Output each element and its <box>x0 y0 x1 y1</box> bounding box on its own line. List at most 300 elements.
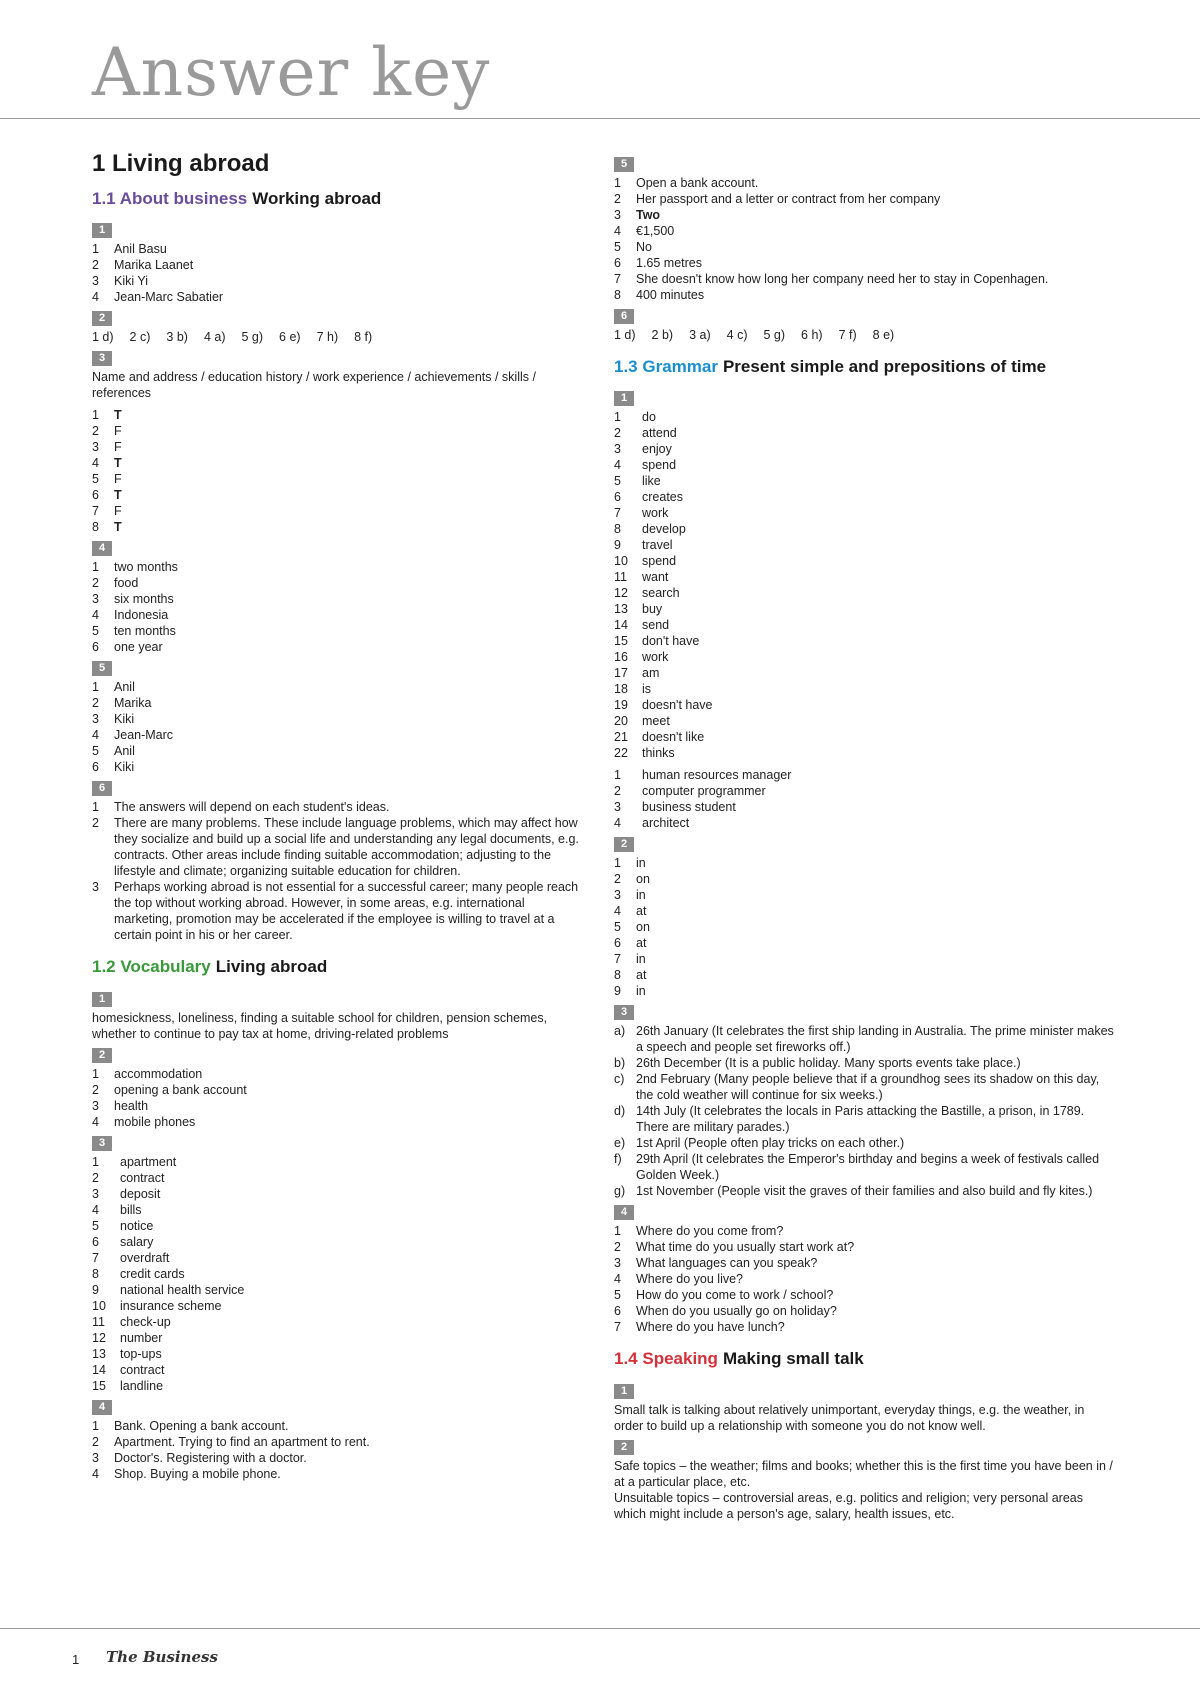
item-number: 2 <box>92 576 99 591</box>
list-item <box>614 569 1114 585</box>
item-text: overdraft <box>120 1250 170 1265</box>
item-text: Two <box>636 208 661 222</box>
item-text: spend <box>642 554 677 569</box>
section-topic: Working abroad <box>252 188 382 208</box>
answer-text: homesickness, loneliness, finding a suitable school for children, pension schemes, whether to continue to pay tax at home, driving-related problems <box>92 1010 548 1041</box>
list-item <box>92 1082 582 1098</box>
section-topic: Making small talk <box>722 1349 864 1369</box>
item-number: 5 <box>92 744 99 759</box>
item-text: work <box>642 506 669 521</box>
item-text: bills <box>120 1202 142 1217</box>
item-text: Kiki Yi <box>114 274 149 289</box>
item-text: Anil Basu <box>114 242 167 257</box>
list-item <box>614 1271 1114 1287</box>
list-item <box>92 1170 582 1186</box>
item-number: 15 <box>92 1378 106 1393</box>
item-text: health <box>114 1098 149 1113</box>
list-item <box>92 1266 582 1282</box>
list-item <box>92 575 582 591</box>
section-category: 1.4 Speaking <box>614 1349 718 1369</box>
list-item <box>92 711 582 727</box>
list-item <box>92 1218 582 1234</box>
item-text: €1,500 <box>636 224 675 238</box>
item-text: Anil <box>114 680 135 695</box>
answer-pairs <box>92 329 582 345</box>
item-number: 4 <box>614 1272 621 1287</box>
item-text: check-up <box>120 1314 171 1329</box>
list-item <box>614 713 1114 729</box>
list-item <box>92 1418 582 1434</box>
list-item <box>92 241 582 257</box>
item-number: 2 <box>92 696 99 711</box>
list-item <box>92 559 582 575</box>
item-text: attend <box>642 426 677 441</box>
item-text: 26th January (It celebrates the first ship landing in Australia. The prime minister makes a speech and people set fireworks off.) <box>636 1024 1114 1055</box>
answer-list <box>614 767 1114 831</box>
unit-title: 1 Living abroad <box>92 150 270 177</box>
list-item <box>614 223 1114 239</box>
item-number: 4 <box>614 904 621 919</box>
item-text: doesn't have <box>642 698 713 713</box>
answer-list <box>614 855 1114 999</box>
answer-list <box>92 559 582 655</box>
item-text: Kiki <box>114 760 135 775</box>
list-item <box>614 1239 1114 1255</box>
item-number: 4 <box>614 224 621 238</box>
item-number: 2 <box>92 424 99 439</box>
item-number: 6 <box>614 490 621 505</box>
list-item <box>614 919 1114 935</box>
item-text: 2nd February (Many people believe that if a groundhog sees its shadow on this day, the cold weather will continue for six weeks.) <box>636 1072 1100 1103</box>
item-number: 7 <box>92 1250 99 1265</box>
item-number: 5 <box>614 240 621 254</box>
item-text: Where do you come from? <box>636 1224 784 1239</box>
section-1-4-title <box>614 1349 1114 1369</box>
item-number: 3 <box>92 1186 99 1201</box>
answer-pair: 3 b) <box>166 330 188 345</box>
list-item <box>614 255 1114 271</box>
list-item <box>614 1103 1114 1135</box>
exercise-number: 3 <box>614 1005 634 1020</box>
answer-pair: 4 a) <box>203 330 226 345</box>
item-text: Marika <box>114 696 152 711</box>
list-item <box>614 585 1114 601</box>
item-number: 9 <box>614 984 621 999</box>
list-item <box>614 729 1114 745</box>
exercise-number: 4 <box>92 541 112 556</box>
publisher-logo: The Business <box>106 1648 218 1666</box>
list-item <box>614 1135 1114 1151</box>
list-item <box>92 273 582 289</box>
answer-pair: 7 f) <box>838 328 857 342</box>
item-number: 8 <box>614 968 621 983</box>
item-number: 10 <box>614 554 628 569</box>
item-number: 6 <box>614 936 621 951</box>
item-text: don't have <box>642 634 700 649</box>
list-item <box>92 591 582 607</box>
item-text: F <box>114 424 122 439</box>
item-number: 2 <box>92 1082 99 1097</box>
exercise-number: 6 <box>92 781 112 796</box>
list-item <box>92 1466 582 1482</box>
list-item <box>92 1114 582 1130</box>
item-text: contract <box>120 1362 165 1377</box>
answer-pair: 3 a) <box>689 328 711 342</box>
item-number: 1 <box>92 680 99 695</box>
item-text: 1st April (People often play tricks on each other.) <box>636 1136 905 1151</box>
exercise-number: 6 <box>614 309 634 324</box>
item-text: T <box>114 408 122 423</box>
item-number: 1 <box>614 768 621 783</box>
item-text: human resources manager <box>642 768 792 783</box>
list-item <box>92 471 582 487</box>
list-item <box>92 503 582 519</box>
list-item <box>92 743 582 759</box>
item-text: doesn't like <box>642 730 705 745</box>
item-number: 1 <box>614 410 621 425</box>
item-text: accommodation <box>114 1066 203 1081</box>
list-item <box>92 695 582 711</box>
exercise-number: 3 <box>92 351 112 366</box>
item-number: 6 <box>92 640 99 655</box>
list-item <box>92 679 582 695</box>
item-number: 1 <box>92 408 99 423</box>
section-category: 1.2 Vocabulary <box>92 957 211 977</box>
item-number: 7 <box>614 1320 621 1335</box>
item-text: apartment <box>120 1154 177 1169</box>
item-number: b) <box>614 1056 626 1071</box>
header-rule <box>0 118 1200 119</box>
item-number: 3 <box>92 592 99 607</box>
item-text: at <box>636 968 647 983</box>
list-item <box>614 537 1114 553</box>
item-number: a) <box>614 1024 626 1039</box>
item-number: 2 <box>92 1434 99 1449</box>
item-number: c) <box>614 1072 625 1087</box>
item-text: 14th July (It celebrates the locals in Paris attacking the Bastille, a prison, in 1789. There are military parades.) <box>636 1104 1085 1135</box>
list-item <box>614 983 1114 999</box>
item-text: 400 minutes <box>636 288 705 302</box>
item-text: T <box>114 456 122 471</box>
item-text: like <box>642 474 661 489</box>
exercise-number: 5 <box>614 157 634 172</box>
item-number: 17 <box>614 666 628 681</box>
section-1-1-title <box>92 189 582 209</box>
section-topic: Present simple and prepositions of time <box>722 357 1047 376</box>
item-text: What time do you usually start work at? <box>636 1240 855 1255</box>
list-item <box>92 423 582 439</box>
list-item <box>92 289 582 305</box>
item-text: notice <box>120 1218 154 1233</box>
list-item <box>614 783 1114 799</box>
item-text: opening a bank account <box>114 1082 247 1097</box>
list-item <box>614 425 1114 441</box>
item-text: one year <box>114 640 163 655</box>
answer-pair: 2 b) <box>651 328 674 342</box>
answer-pair: 2 c) <box>129 330 151 345</box>
item-number: 5 <box>92 624 99 639</box>
item-number: 3 <box>614 888 621 903</box>
item-text: She doesn't know how long her company need her to stay in Copenhagen. <box>636 272 1049 286</box>
item-text: How do you come to work / school? <box>636 1288 834 1303</box>
item-text: national health service <box>120 1282 245 1297</box>
answer-pair: 6 h) <box>801 328 823 342</box>
item-number: 1 <box>92 560 99 575</box>
item-text: insurance scheme <box>120 1298 222 1313</box>
item-number: 14 <box>614 618 628 633</box>
item-number: 14 <box>92 1362 106 1377</box>
list-item <box>614 681 1114 697</box>
exercise-number: 2 <box>92 311 112 326</box>
item-number: 1 <box>614 856 621 871</box>
item-number: 7 <box>614 952 621 967</box>
page-number: 1 <box>72 1652 80 1667</box>
item-text: number <box>120 1330 163 1345</box>
answer-pair: 1 d) <box>614 328 636 342</box>
item-text: is <box>642 682 652 697</box>
exercise-number: 2 <box>92 1048 112 1063</box>
list-item <box>614 271 1114 287</box>
item-number: 18 <box>614 682 628 697</box>
item-number: 4 <box>92 1114 99 1129</box>
item-number: 4 <box>614 458 621 473</box>
list-item <box>92 1346 582 1362</box>
exercise-number: 5 <box>92 661 112 676</box>
item-text: on <box>636 920 650 935</box>
item-number: 7 <box>614 506 621 521</box>
list-item <box>92 1066 582 1082</box>
list-item <box>614 505 1114 521</box>
list-item <box>92 1450 582 1466</box>
list-item <box>92 407 582 423</box>
list-item <box>614 489 1114 505</box>
item-text: salary <box>120 1234 154 1249</box>
item-number: 3 <box>92 880 99 895</box>
item-text: Doctor's. Registering with a doctor. <box>114 1450 307 1465</box>
item-text: T <box>114 488 122 503</box>
item-text: buy <box>642 602 663 617</box>
item-text: in <box>636 952 646 967</box>
item-number: 3 <box>92 1450 99 1465</box>
item-number: 8 <box>614 288 621 302</box>
right-column <box>614 154 1114 1522</box>
item-number: e) <box>614 1136 626 1151</box>
item-text: 1st November (People visit the graves of their families and also build and fly kites.) <box>636 1184 1093 1199</box>
list-item <box>614 1055 1114 1071</box>
list-item <box>92 815 582 879</box>
list-item <box>92 1378 582 1394</box>
exercise-number: 1 <box>92 223 112 238</box>
answer-list <box>92 799 582 943</box>
item-text: in <box>636 888 646 903</box>
exercise-number: 3 <box>92 1136 112 1151</box>
exercise-number: 2 <box>614 1440 634 1455</box>
list-item <box>614 239 1114 255</box>
list-item <box>614 815 1114 831</box>
answer-list <box>614 409 1114 761</box>
item-number: 10 <box>92 1298 106 1313</box>
list-item <box>614 649 1114 665</box>
item-number: 2 <box>614 426 621 441</box>
item-text: develop <box>642 522 686 537</box>
answer-pairs <box>614 327 1114 343</box>
list-item <box>92 1250 582 1266</box>
answer-pair: 5 g) <box>763 328 786 342</box>
item-text: top-ups <box>120 1346 162 1361</box>
item-number: 2 <box>614 192 621 206</box>
item-number: 1 <box>92 1154 99 1169</box>
list-item <box>92 639 582 655</box>
item-number: 3 <box>614 1256 621 1271</box>
list-item <box>92 1186 582 1202</box>
list-item <box>92 799 582 815</box>
list-item <box>92 1202 582 1218</box>
list-item <box>92 519 582 535</box>
item-number: 6 <box>614 1304 621 1319</box>
answer-list <box>92 241 582 305</box>
item-text: want <box>642 570 669 585</box>
exercise-number: 2 <box>614 837 634 852</box>
item-number: 5 <box>614 920 621 935</box>
item-text: The answers will depend on each student's ideas. <box>114 800 390 815</box>
item-number: 20 <box>614 714 628 729</box>
item-number: 2 <box>92 258 99 273</box>
item-number: 6 <box>92 760 99 775</box>
list-item <box>614 697 1114 713</box>
list-item <box>614 871 1114 887</box>
list-item <box>92 487 582 503</box>
item-number: 4 <box>614 816 621 831</box>
item-number: 6 <box>92 1234 99 1249</box>
item-text: Apartment. Trying to find an apartment to rent. <box>114 1434 370 1449</box>
answer-list <box>614 175 1114 303</box>
item-text: meet <box>642 714 670 729</box>
footer-rule <box>0 1628 1200 1629</box>
answer-list <box>92 1066 582 1130</box>
list-item <box>92 727 582 743</box>
item-text: T <box>114 520 122 535</box>
item-number: 4 <box>92 728 99 743</box>
item-text: search <box>642 586 680 601</box>
list-item <box>614 601 1114 617</box>
item-number: 21 <box>614 730 628 745</box>
item-number: d) <box>614 1104 626 1119</box>
item-text: There are many problems. These include language problems, which may affect how they socialize and build up a social life and understanding any legal documents, e.g. contracts. Other areas include finding suitable accommodation; adjusting to the lifestyle and climate; organizing suitable education for children. <box>114 816 579 879</box>
item-text: spend <box>642 458 677 473</box>
item-number: 22 <box>614 746 628 761</box>
list-item <box>92 623 582 639</box>
item-number: 2 <box>92 1170 99 1185</box>
item-text: deposit <box>120 1186 161 1201</box>
item-text: mobile phones <box>114 1114 196 1129</box>
list-item <box>614 617 1114 633</box>
item-number: 12 <box>92 1330 106 1345</box>
item-number: 1 <box>92 1066 99 1081</box>
left-column <box>92 150 582 1482</box>
list-item <box>614 409 1114 425</box>
item-number: g) <box>614 1184 626 1199</box>
list-item <box>614 1287 1114 1303</box>
item-text: landline <box>120 1378 164 1393</box>
list-item <box>614 1023 1114 1055</box>
list-item <box>92 1098 582 1114</box>
answer-list <box>92 1418 582 1482</box>
item-text: F <box>114 440 122 455</box>
answer-text: Small talk is talking about relatively unimportant, everyday things, e.g. the weather, in order to build up a relationship with someone you do not know well. <box>614 1402 1085 1433</box>
item-number: 7 <box>92 504 99 519</box>
list-item <box>92 1362 582 1378</box>
item-number: 4 <box>92 290 99 305</box>
list-item <box>614 767 1114 783</box>
item-text: Indonesia <box>114 608 169 623</box>
item-text: When do you usually go on holiday? <box>636 1304 837 1319</box>
list-item <box>614 553 1114 569</box>
item-number: 3 <box>92 274 99 289</box>
item-text: Anil <box>114 744 135 759</box>
answer-list <box>614 1223 1114 1335</box>
list-item <box>92 1298 582 1314</box>
item-text: F <box>114 504 122 519</box>
list-item <box>614 1151 1114 1183</box>
item-text: business student <box>642 800 736 815</box>
item-text: at <box>636 904 647 919</box>
list-item <box>92 1154 582 1170</box>
item-number: 1 <box>92 800 99 815</box>
item-text: send <box>642 618 670 633</box>
item-text: F <box>114 472 122 487</box>
item-text: Where do you live? <box>636 1272 744 1287</box>
item-text: 29th April (It celebrates the Emperor's birthday and begins a week of festivals called Golden Week.) <box>636 1152 1100 1183</box>
item-number: 5 <box>614 1288 621 1303</box>
list-item <box>92 1434 582 1450</box>
list-item <box>614 287 1114 303</box>
item-number: 3 <box>614 208 621 222</box>
item-number: 6 <box>614 256 621 270</box>
list-item <box>92 455 582 471</box>
list-item <box>614 1319 1114 1335</box>
item-text: six months <box>114 592 174 607</box>
list-item <box>92 439 582 455</box>
item-text: Where do you have lunch? <box>636 1320 785 1335</box>
item-text: food <box>114 576 139 591</box>
item-number: f) <box>614 1152 622 1167</box>
item-text: ten months <box>114 624 176 639</box>
list-item <box>614 967 1114 983</box>
item-text: Her passport and a letter or contract from her company <box>636 192 941 206</box>
answer-list <box>92 679 582 775</box>
item-text: Jean-Marc <box>114 728 174 743</box>
list-item <box>92 879 582 943</box>
list-item <box>614 745 1114 761</box>
section-category: 1.1 About business <box>92 188 248 208</box>
item-text: What languages can you speak? <box>636 1256 818 1271</box>
item-number: 8 <box>614 522 621 537</box>
answer-pair: 7 h) <box>316 330 339 345</box>
answer-text: Safe topics – the weather; films and books; whether this is the first time you have been in / at a particular place, etc. <box>614 1458 1113 1489</box>
item-text: do <box>642 410 656 425</box>
list-item <box>614 1303 1114 1319</box>
answer-pair: 4 c) <box>726 328 748 342</box>
item-text: Marika Laanet <box>114 258 194 273</box>
exercise-intro: Name and address / education history / work experience / achievements / skills / references <box>92 370 536 401</box>
item-text: enjoy <box>642 442 672 457</box>
item-text: 1.65 metres <box>636 256 703 270</box>
item-number: 1 <box>614 1224 621 1239</box>
exercise-number: 1 <box>614 391 634 406</box>
item-number: 7 <box>614 272 621 286</box>
item-text: No <box>636 240 652 254</box>
exercise-number: 1 <box>614 1384 634 1399</box>
